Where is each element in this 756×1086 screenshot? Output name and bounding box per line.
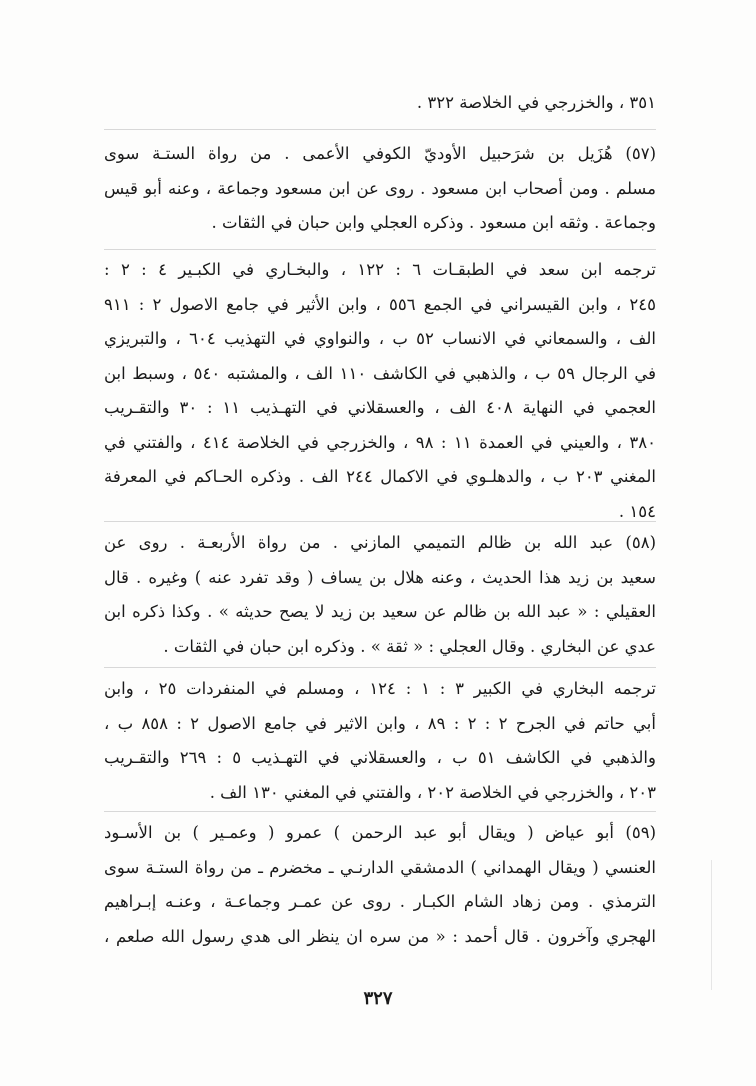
text-line: ٣٨٠ ، والعيني في العمدة ١١ : ٩٨ ، والخزرجي في الخلاصة ٤١٤ ، والفتني في: [104, 432, 656, 452]
text-line: مسلم . ومن أصحاب ابن مسعود . روى عن ابن مسعود وجماعة ، وعنه أبو قيس: [104, 178, 656, 198]
entry-57: [104, 137, 656, 241]
scan-edge-mark: [711, 860, 712, 990]
entry-58-references: [104, 672, 656, 810]
text-line: ترجمه ابن سعد في الطبقـات ٦ : ١٢٢ ، والبخـاري في الكبـير ٤ : ٢ :: [104, 260, 656, 279]
text-line: ٢٤٥ ، وابن القيسراني في الجمع ٥٥٦ ، وابن الأثير في جامع الاصول ٢ : ٩١١: [104, 294, 656, 314]
text-line: سعيد بن زيد هذا الحديث ، وعنه هلال بن يساف ( وقد تفرد عنه ) وغيره . قال: [104, 567, 656, 587]
page-number: ٣٢٧: [363, 988, 393, 1009]
section-divider: [104, 249, 656, 250]
text-line: ٣٥١ ، والخزرجي في الخلاصة ٣٢٢ .: [416, 93, 656, 112]
text-line: الهجري وآخرون . قال أحمد : « من سره ان ينظر الى هدي رسول الله صلعم ،: [104, 926, 656, 946]
entry-58: [104, 526, 656, 664]
entry-59: [104, 816, 656, 954]
section-divider: [104, 521, 656, 522]
text-line: العقيلي : « عبد الله بن ظالم عن سعيد بن زيد لا يصح حديثه » . وكذا ذكره ابن: [104, 602, 656, 621]
text-line: العنسي ( ويقال الهمداني ) الدمشقي الدارنـي ـ مخضرم ـ من رواة الستـة سوى: [104, 857, 656, 877]
text-line: ٢٠٣ ، والخزرجي في الخلاصة ٢٠٢ ، والفتني في المغني ١٣٠ الف .: [209, 782, 656, 802]
text-line: ترجمه البخاري في الكبير ٣ : ١ : ١٢٤ ، ومسلم في المنفردات ٢٥ ، وابن: [104, 679, 656, 698]
text-line: الف ، والسمعاني في الانساب ٥٢ ب ، والنواوي في التهذيب ٦٠٤ ، والتبريزي: [104, 329, 656, 348]
text-line: (٥٧) هُزَيل بن شرَحبيل الأوديّ الكوفي الأعمى . من رواة الستـة سوى: [104, 144, 656, 163]
text-line: الترمذي . ومن زهاد الشام الكبـار . روى عن عمـر وجماعـة ، وعنـه إبـراهيم: [104, 892, 656, 911]
text-line: (٥٩) أبو عياض ( ويقال أبو عبد الرحمن ) عمرو ( وعمـير ) بن الأسـود: [104, 823, 656, 842]
text-line: والذهبي في الكاشف ٥١ ب ، والعسقلاني في التهـذيب ٥ : ٢٦٩ والتقـريب: [104, 748, 656, 767]
entry-57-references: [104, 253, 656, 529]
text-line: عدي عن البخاري . وقال العجلي : « ثقة » . وذكره ابن حبان في الثقات .: [163, 636, 656, 656]
text-line: المغني ٢٠٣ ب ، والدهلـوي في الاكمال ٢٤٤ الف . وذكره الحـاكم في المعرفة: [104, 467, 656, 486]
section-divider: [104, 811, 656, 812]
section-divider: [104, 667, 656, 668]
section-continuation: [104, 86, 656, 121]
text-line: ١٥٤ .: [618, 501, 656, 521]
text-line: في الرجال ٥٩ ب ، والذهبي في الكاشف ١١٠ الف ، والمشتبه ٥٤٠ ، وسبط ابن: [104, 363, 656, 383]
section-divider: [104, 129, 656, 130]
text-line: أبي حاتم في الجرح ٢ : ٢ : ٨٩ ، وابن الاثير في جامع الاصول ٢ : ٨٥٨ ب ،: [104, 713, 656, 733]
text-line: العجمي في النهاية ٤٠٨ الف ، والعسقلاني في التهـذيب ١١ : ٣٠ والتقـريب: [104, 398, 656, 417]
text-line: (٥٨) عبد الله بن ظالم التميمي المازني . من رواة الأربعـة . روى عن: [104, 533, 656, 552]
text-line: وجماعة . وثقه ابن مسعود . وذكره العجلي وابن حبان في الثقات .: [211, 213, 656, 232]
